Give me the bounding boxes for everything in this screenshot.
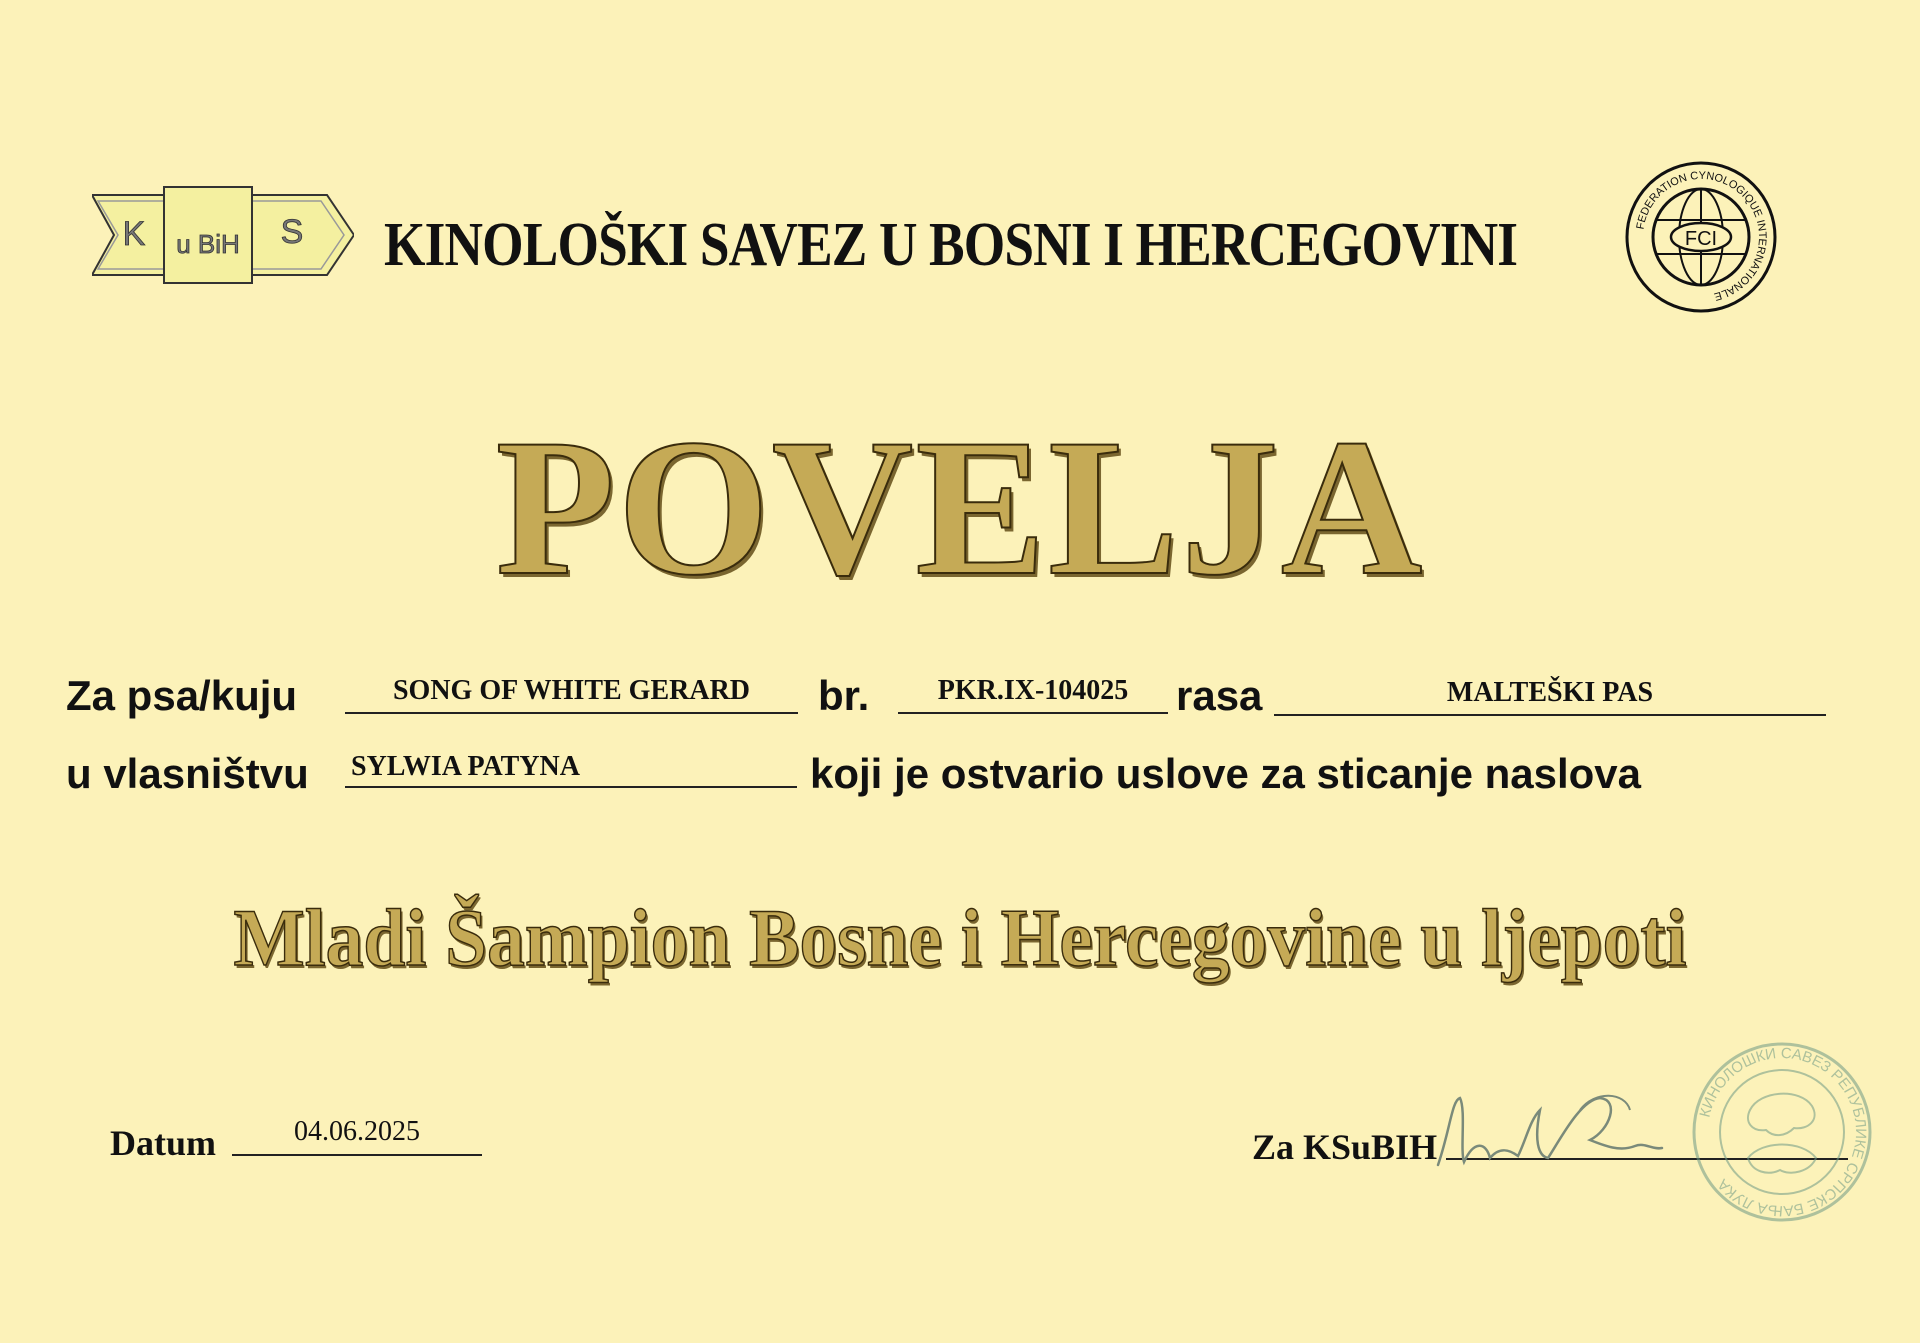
award-title: Mladi Šampion Bosne i Hercegovine u ljepoti [233, 892, 1687, 983]
dog-label: Za psa/kuju [66, 672, 298, 719]
date-line [232, 1154, 482, 1156]
number-label: br. [818, 672, 870, 719]
date-label: Datum [110, 1123, 216, 1163]
kubih-letter-k: K [122, 215, 146, 253]
round-stamp-icon [1690, 1040, 1874, 1224]
fci-center-text: FCI [1684, 228, 1718, 250]
kubih-letter-ubih: u BiH [176, 229, 240, 259]
date-value: 04.06.2025 [294, 1116, 420, 1147]
stamp-ring-text: КИНОЛОШКИ САВЕЗ РЕПУБЛИКЕ СРПСКЕ БАЊА ЛУКА [1696, 1044, 1870, 1220]
fci-logo-icon [1624, 160, 1778, 314]
owner-field: SYLWIA PATYNA [345, 746, 797, 788]
owner-label: u vlasništvu [66, 750, 309, 797]
kubih-letter-s: S [280, 213, 304, 251]
organization-name: KINOLOŠKI SAVEZ U BOSNI I HERCEGOVINI [384, 211, 1518, 279]
signatory-label: Za KSuBIH [1252, 1127, 1438, 1167]
breed-label: rasa [1176, 672, 1263, 719]
condition-text: koji je ostvario uslove za sticanje naslova [810, 750, 1642, 797]
main-title: POVELJA [495, 399, 1425, 616]
number-field: PKR.IX-104025 [898, 670, 1168, 714]
kubih-logo-icon [92, 185, 354, 285]
signature-icon [1430, 1070, 1670, 1180]
dog-name-field: SONG OF WHITE GERARD [345, 670, 798, 714]
breed-field: MALTEŠKI PAS [1274, 672, 1826, 716]
fci-ring-text: FEDERATION CYNOLOGIQUE INTERNATIONALE [1634, 169, 1769, 303]
